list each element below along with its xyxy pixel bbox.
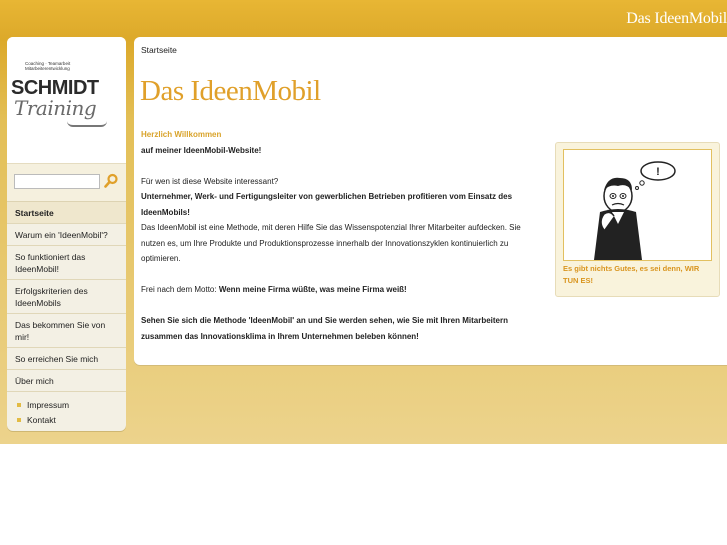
nav-item-ueber-mich[interactable]: Über mich — [7, 370, 126, 392]
logo-brand-training: Training — [14, 96, 97, 120]
spacer — [141, 267, 545, 283]
search-bar — [7, 164, 126, 202]
question-text: Für wen ist diese Website interessant? — [141, 176, 279, 186]
nav-item-kontakt[interactable] — [7, 413, 126, 428]
logo-tagline — [25, 61, 70, 71]
nav-item-erreichen[interactable]: So erreichen Sie mich — [7, 348, 126, 370]
motto-prefix: Frei nach dem Motto: — [141, 285, 219, 294]
closing-text: Sehen Sie sich die Methode 'IdeenMobil' an und Sie werden sehen, wie Sie mit Ihren Mitarbeitern zusammen das Innovationsklima in Ihrem Unternehmen beleben können! — [141, 316, 508, 341]
main-content — [134, 37, 727, 365]
page-title: Das IdeenMobil — [140, 75, 321, 107]
intro-text: auf meiner IdeenMobil-Website! — [141, 145, 262, 155]
logo-tagline-1: Coaching · Teamarbeit — [25, 61, 71, 66]
nav-item-erfolgskriterien[interactable]: Erfolgskriterien des IdeenMobils — [7, 280, 126, 314]
bullet-icon — [17, 418, 21, 422]
nav-item-funktioniert[interactable]: So funktioniert das IdeenMobil! — [7, 246, 126, 280]
logo-brand-schmidt: SCHMIDT — [11, 77, 99, 99]
logo-swoosh — [67, 121, 107, 127]
sidebar — [7, 37, 126, 431]
description-text: Das IdeenMobil ist eine Methode, mit deren Hilfe Sie das Wissenspotenzial Ihrer Mitarbeiter aufdecken. Sie nutzen es, um Ihre Produkte und Produktionsprozesse innerhalb der Innovationszyklen kontinuierlich zu optimieren. — [141, 223, 521, 263]
motto-line — [141, 282, 545, 298]
spacer — [141, 158, 545, 174]
greeting: Herzlich Willkommen — [141, 130, 222, 139]
article-body — [141, 127, 545, 344]
nav-item-bekommen[interactable]: Das bekommen Sie von mir! — [7, 314, 126, 348]
motto-text: Wenn meine Firma wüßte, was meine Firma weiß! — [218, 285, 407, 294]
logo-tagline-2: Mitarbeiterentwicklung — [25, 66, 70, 71]
breadcrumb[interactable]: Startseite — [141, 45, 177, 55]
search-icon[interactable] — [103, 173, 119, 189]
audience-text: Unternehmer, Werk- und Fertigungsleiter von gewerblichen Betrieben profitieren vom Einsatz des IdeenMobils! — [141, 192, 513, 217]
secondary-nav — [7, 392, 126, 431]
quote-box — [555, 142, 720, 297]
nav-item-impressum-label: Impressum — [27, 400, 70, 410]
search-input[interactable] — [14, 174, 100, 189]
spacer — [141, 298, 545, 314]
bubble-text: ! — [656, 166, 660, 178]
nav-item-warum[interactable]: Warum ein 'IdeenMobil'? — [7, 224, 126, 246]
bullet-icon — [17, 403, 21, 407]
site-title: Das IdeenMobil — [626, 10, 727, 27]
nav-item-startseite[interactable]: Startseite — [7, 202, 126, 224]
quote-caption: Es gibt nichts Gutes, es sei denn, WIR TUN ES! — [563, 264, 700, 285]
nav-item-impressum[interactable] — [7, 398, 126, 413]
thinking-man-illustration — [563, 149, 712, 261]
logo[interactable] — [7, 37, 126, 164]
nav-item-kontakt-label: Kontakt — [27, 415, 56, 425]
